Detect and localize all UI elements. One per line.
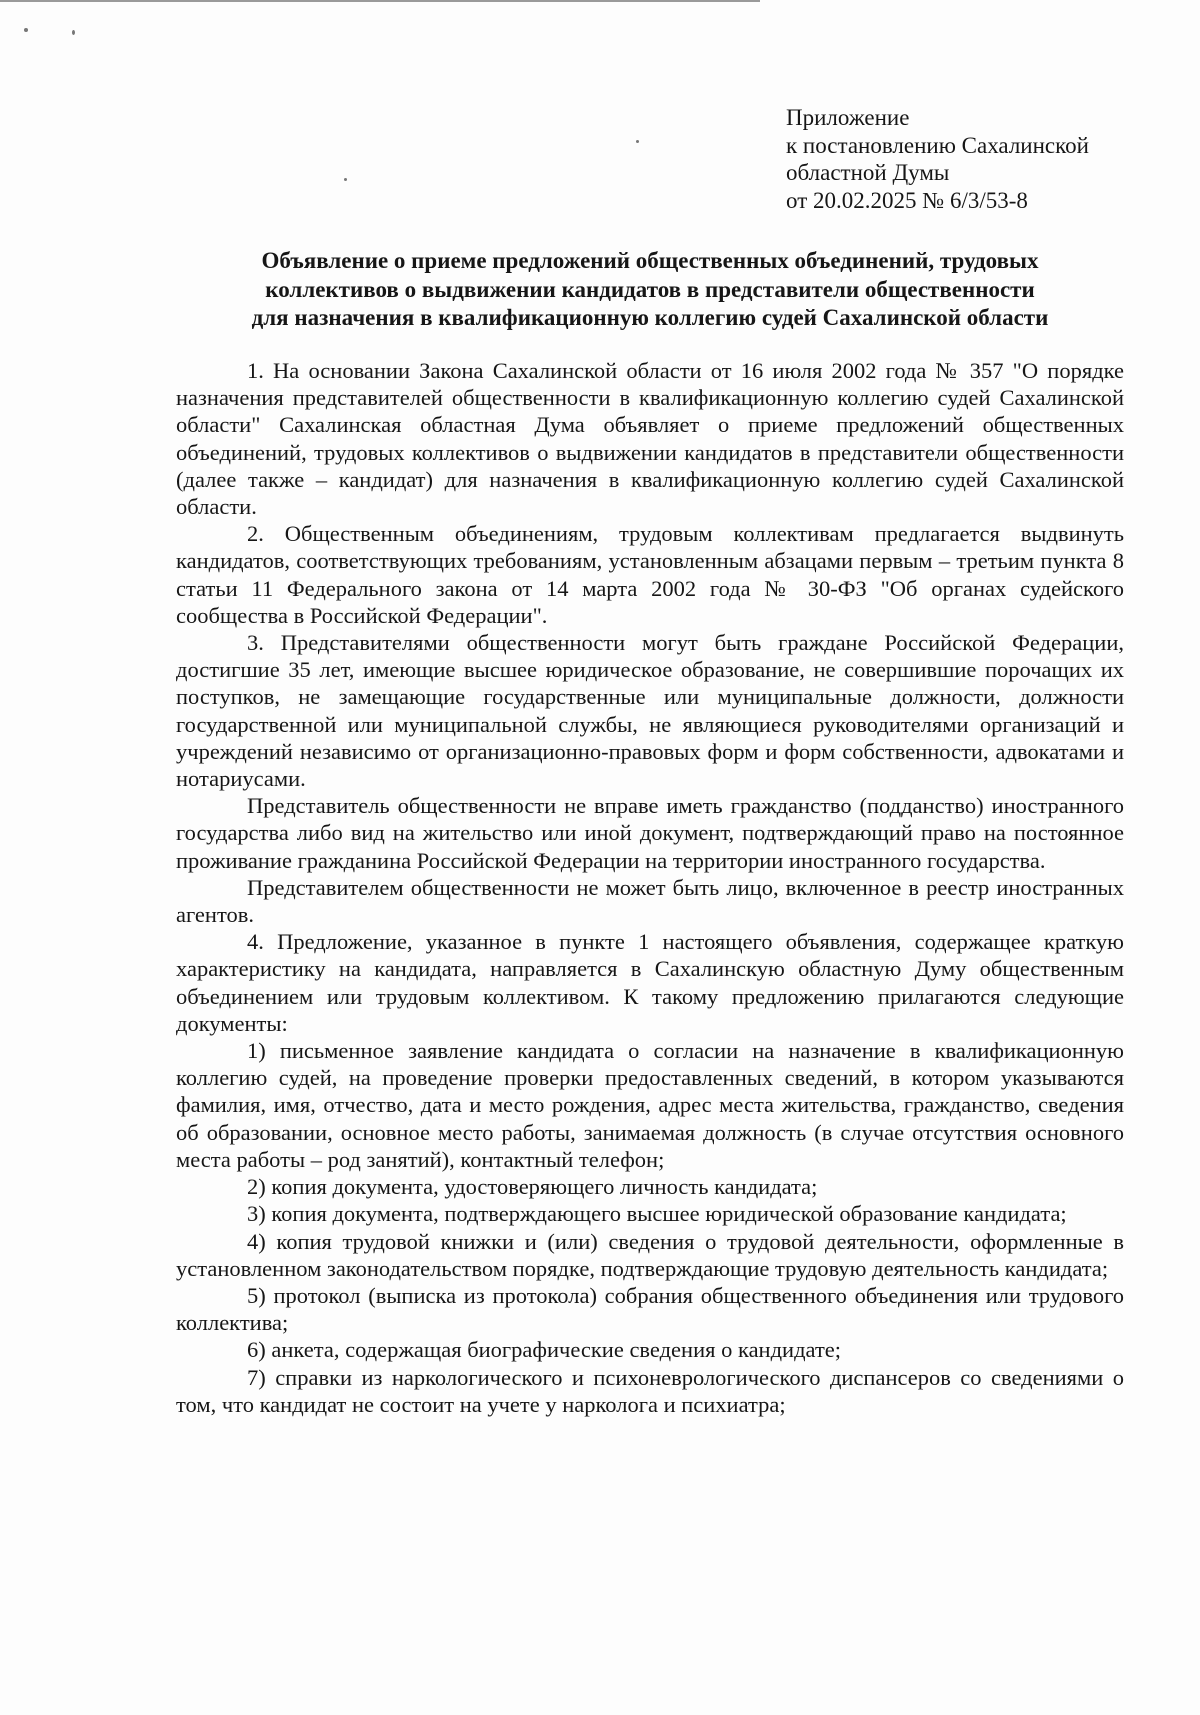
- scan-edge: [0, 0, 760, 2]
- paragraph-foreign-agents: Представителем общественности не может быть лицо, включенное в реестр иностранных агентов.: [176, 874, 1124, 928]
- list-item: 4) копия трудовой книжки и (или) сведения о трудовой деятельности, оформленные в установленном законодательством порядке, подтверждающие трудовую деятельность кандидата;: [176, 1228, 1124, 1281]
- scan-speck: [24, 28, 28, 32]
- list-item: 5) протокол (выписка из протокола) собрания общественного объединения или трудового коллектива;: [176, 1282, 1124, 1336]
- list-item: 1) письменное заявление кандидата о согласии на назначение в квалификационную коллегию судей, на проведение проверки предоставленных сведений, в котором указываются фамилия, имя, отчество, дата и место рождения, адрес места жительства, гражданство, сведения об образовании, основное место работы, занимаемая должность (в случае отсутствия основного места работы – род занятий), контактный телефон;: [176, 1038, 1124, 1172]
- list-item: 7) справки из наркологического и психоневрологического диспансеров со сведениями о том, что кандидат не состоит на учете у нарколога и психиатра;: [176, 1364, 1124, 1417]
- paragraph-item-4: 4. Предложение, указанное в пункте 1 настоящего объявления, содержащее краткую характеристику на кандидата, направляется в Сахалинскую областную Думу общественным объединением или трудовым коллективом. К такому предложению прилагаются следующие документы:: [176, 929, 1124, 1036]
- title-line: Объявление о приеме предложений общественных объединений, трудовых: [261, 248, 1039, 273]
- appendix-line: Приложение: [786, 105, 910, 130]
- list-item: 6) анкета, содержащая биографические сведения о кандидате;: [247, 1337, 842, 1363]
- paragraph-citizenship: Представитель общественности не вправе иметь гражданство (подданство) иностранного государства либо вид на жительство или иной документ, подтверждающий право на постоянное проживание гражданина Российской Федерации на территории иностранного государства.: [176, 793, 1124, 873]
- appendix-date-number: от 20.02.2025 № 6/3/53-8: [786, 187, 1028, 213]
- scan-speck: [344, 178, 347, 181]
- document-title: [176, 247, 1124, 333]
- document-body: [176, 357, 1124, 1418]
- paragraph-item-2: 2. Общественным объединениям, трудовым коллективам предлагается выдвинуть кандидатов, соответствующих требованиям, установленным абзацами первым – третьим пункта 8 статьи 11 Федерального закона от 14 марта 2002 года № 30-ФЗ "Об органах судейского сообщества в Российской Федерации".: [176, 521, 1124, 628]
- title-line: коллективов о выдвижении кандидатов в представители общественности: [265, 276, 1035, 302]
- paragraph-item-3: 3. Представителями общественности могут быть граждане Российской Федерации, достигшие 35 лет, имеющие высшее юридическое образование, не совершившие порочащих их поступков, не замещающие государственные или муниципальные должности, должности государственной или муниципальной службы, не являющиеся руководителями организаций и учреждений независимо от организационно-правовых форм и форм собственности, адвокатами и нотариусами.: [176, 630, 1124, 792]
- list-item: 3) копия документа, подтверждающего высшее юридической образование кандидата;: [247, 1201, 1067, 1227]
- scan-speck: [636, 140, 639, 143]
- appendix-block: [786, 104, 1186, 214]
- list-item: 2) копия документа, удостоверяющего личность кандидата;: [247, 1174, 818, 1200]
- appendix-line: областной Думы: [786, 160, 950, 185]
- title-line: для назначения в квалификационную коллегию судей Сахалинской области: [251, 305, 1049, 330]
- paragraph-item-1: 1. На основании Закона Сахалинской области от 16 июля 2002 года № 357 "О порядке назначения представителей общественности в квалификационную коллегию судей Сахалинской области" Сахалинская областная Дума объявляет о приеме предложений общественных объединений, трудовых коллективов о выдвижении кандидатов в представители общественности (далее также – кандидат) для назначения в квалификационную коллегию судей Сахалинской области.: [176, 358, 1124, 520]
- scan-speck: [72, 30, 75, 35]
- appendix-line: к постановлению Сахалинской: [786, 132, 1089, 158]
